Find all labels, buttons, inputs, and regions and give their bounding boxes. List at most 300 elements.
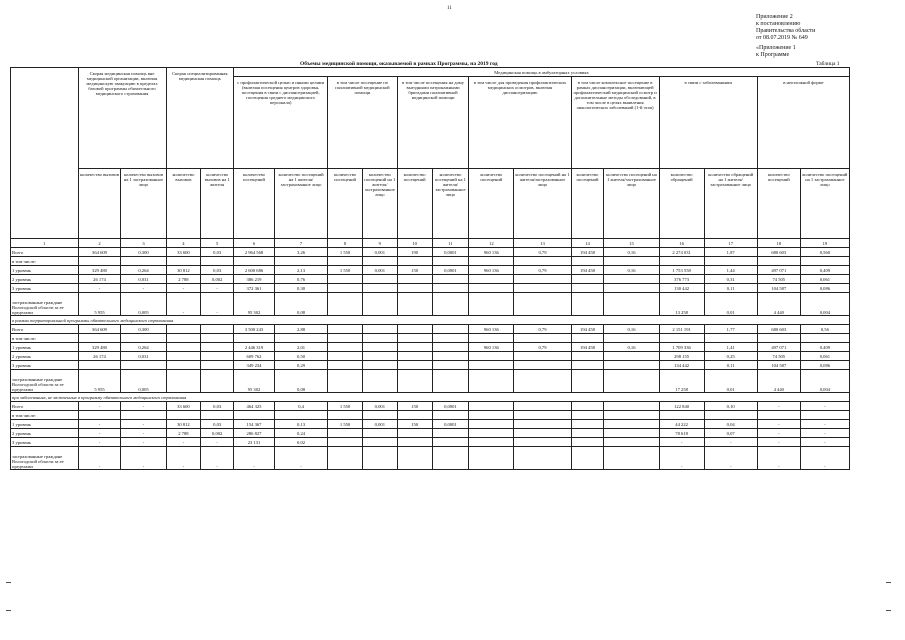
table-cell: 0,002	[201, 275, 234, 284]
table-cell: 78 618	[659, 429, 704, 438]
table-cell	[604, 361, 659, 370]
table-cell	[274, 334, 327, 343]
table-cell: 1 550	[328, 420, 363, 429]
table-row	[11, 325, 850, 334]
table-cell: 4 440	[757, 370, 800, 393]
subheader: количество посещений на 1 застрахованное лицо	[800, 169, 849, 239]
table-cell: -	[121, 402, 166, 411]
table-cell	[328, 370, 363, 393]
table-cell	[571, 420, 604, 429]
header-line: «Приложение 1	[756, 45, 796, 51]
table-cell: 194 458	[571, 248, 604, 257]
table-cell: -	[166, 447, 201, 470]
table-cell: 0,0001	[432, 266, 469, 275]
table-cell: -	[757, 438, 800, 447]
table-row	[11, 248, 850, 257]
header-preventive: с профилактической целью и иными целями (включая посещения центров здоровья, посещения в связи с диспансеризацией, посещения среднего медицинского персонала)	[234, 77, 328, 169]
subheader: количество посещений на 1 жителя/застрахованное лицо	[604, 169, 659, 239]
table-cell: -	[121, 420, 166, 429]
column-number: 12	[469, 239, 514, 248]
table-cell: 3,26	[274, 248, 327, 257]
column-number: 15	[604, 239, 659, 248]
table-cell	[571, 361, 604, 370]
table-cell	[469, 275, 514, 284]
table-cell	[432, 284, 469, 293]
table-cell: 497 071	[757, 266, 800, 275]
table-cell	[121, 361, 166, 370]
table-cell: -	[121, 284, 166, 293]
table-cell	[166, 370, 201, 393]
table-cell: -	[201, 447, 234, 470]
table-cell: 2 788	[166, 275, 201, 284]
table-cell	[166, 361, 201, 370]
table-cell	[469, 334, 514, 343]
subheader: количество посещений	[571, 169, 604, 239]
table-cell	[571, 284, 604, 293]
table-cell	[432, 429, 469, 438]
table-cell	[469, 420, 514, 429]
table-cell: 194 458	[571, 343, 604, 352]
table-cell: -	[78, 284, 121, 293]
table-cell: -	[659, 438, 704, 447]
table-cell	[328, 438, 363, 447]
table-cell	[800, 411, 849, 420]
header-outpatient: Медицинская помощь в амбулаторных условиях	[234, 68, 850, 77]
table-row	[11, 352, 850, 361]
table-cell	[432, 343, 469, 352]
header-palliative: в том числе посещение по паллиативной медицинской помощи	[328, 77, 398, 169]
table-cell	[362, 352, 397, 361]
table-cell	[514, 429, 571, 438]
column-number: 13	[514, 239, 571, 248]
subheader: количество посещений на 1 жителя/застрахованное лицо	[362, 169, 397, 239]
table-cell	[397, 429, 432, 438]
table-cell	[362, 438, 397, 447]
table-row	[11, 266, 850, 275]
table-cell: 0,76	[274, 275, 327, 284]
table-cell: 74 505	[757, 352, 800, 361]
table-cell: 1 753 558	[659, 266, 704, 275]
table-cell: 26 174	[78, 352, 121, 361]
table-cell	[362, 325, 397, 334]
table-cell: 26 174	[78, 275, 121, 284]
table-cell	[78, 411, 121, 420]
header-urgent: в неотложной форме	[757, 77, 849, 169]
page-number: 11	[447, 6, 452, 11]
table-cell: 1,44	[704, 266, 757, 275]
subheader: количество посещений	[469, 169, 514, 239]
table-cell	[432, 325, 469, 334]
table-cell: 0,004	[800, 293, 849, 316]
table-cell: -	[201, 284, 234, 293]
table-cell: 0,001	[362, 420, 397, 429]
table-cell: 376 773	[659, 275, 704, 284]
table-cell: 0,16	[604, 343, 659, 352]
table-cell: -	[78, 438, 121, 447]
subheader: количество посещений на 1 жителя/застрахованное лицо	[432, 169, 469, 239]
table-cell	[274, 411, 327, 420]
column-number: 17	[704, 239, 757, 248]
table-cell: 0,409	[800, 266, 849, 275]
table-cell: 1 550	[328, 402, 363, 411]
table-cell: 609 762	[234, 352, 275, 361]
table-cell	[800, 334, 849, 343]
table-cell	[432, 411, 469, 420]
table-cell: 0,79	[514, 343, 571, 352]
row-label: в том числе:	[11, 411, 79, 420]
table-cell: 2 788	[166, 429, 201, 438]
table-cell	[397, 334, 432, 343]
table-cell: 0,300	[121, 325, 166, 334]
table-cell	[469, 257, 514, 266]
subheader: количество посещений на 1 жителя/застрахованное лицо	[274, 169, 327, 239]
table-cell	[397, 352, 432, 361]
table-cell: 30 812	[166, 420, 201, 429]
table-cell: -	[78, 402, 121, 411]
table-cell	[571, 334, 604, 343]
table-cell: 386 219	[234, 275, 275, 284]
table-cell	[397, 411, 432, 420]
table-cell: 95 302	[234, 370, 275, 393]
subheader: количество посещений	[397, 169, 432, 239]
table-cell	[166, 257, 201, 266]
table-cell: 0,031	[121, 352, 166, 361]
table-cell: 0,56	[800, 325, 849, 334]
table-cell: 0,10	[704, 402, 757, 411]
table-cell	[469, 429, 514, 438]
table-cell	[514, 293, 571, 316]
header-home-visits: в том числе посещения на дому выездными патронажными бригадами паллиативной медицинской помощи	[397, 77, 469, 169]
table-cell	[121, 257, 166, 266]
table-cell	[234, 334, 275, 343]
table-cell: -	[757, 447, 800, 470]
table-cell: 1 550	[328, 266, 363, 275]
table-cell	[604, 429, 659, 438]
column-number: 3	[121, 239, 166, 248]
table-cell: 0,50	[274, 352, 327, 361]
table-cell: 2,01	[274, 343, 327, 352]
table-cell: 0,03	[201, 266, 234, 275]
table-cell: 0,264	[121, 266, 166, 275]
table-cell: -	[757, 429, 800, 438]
table-cell	[201, 361, 234, 370]
table-cell: -	[78, 429, 121, 438]
row-label: 1 уровень	[11, 420, 79, 429]
table-cell: 0,30	[274, 284, 327, 293]
table-cell	[604, 447, 659, 470]
row-label: в том числе:	[11, 334, 79, 343]
header-prof-exams: в том числе для проведения профилактических медицинских осмотров, включая диспансеризацию	[469, 77, 571, 169]
table-cell	[432, 257, 469, 266]
table-cell	[571, 275, 604, 284]
table-cell: 30 812	[166, 266, 201, 275]
table-cell	[362, 257, 397, 266]
table-cell: 0,002	[201, 429, 234, 438]
table-cell: 286 827	[234, 429, 275, 438]
table-cell	[469, 438, 514, 447]
table-cell: -	[166, 284, 201, 293]
table-cell	[201, 257, 234, 266]
table-cell: 0,004	[800, 370, 849, 393]
table-cell	[704, 334, 757, 343]
table-cell	[604, 284, 659, 293]
header-special-ambulance: Скорая специализированная медицинская помощь	[166, 68, 234, 169]
table-cell	[571, 447, 604, 470]
table-cell	[571, 370, 604, 393]
subheader: количество посещений	[757, 169, 800, 239]
table-cell: 0,04	[704, 420, 757, 429]
table-cell: 0,0001	[432, 248, 469, 257]
row-label: застрахованные граждане Вологодской области за ее пределами	[11, 370, 79, 393]
table-cell	[362, 293, 397, 316]
header-line: от 08.07.2019 № 649	[756, 35, 808, 41]
table-cell: 680 603	[757, 248, 800, 257]
table-cell	[571, 352, 604, 361]
table-cell: 2 964 568	[234, 248, 275, 257]
column-number: 6	[234, 239, 275, 248]
table-cell: 0,11	[704, 361, 757, 370]
table-cell: -	[166, 438, 201, 447]
table-cell	[604, 420, 659, 429]
table-cell	[604, 411, 659, 420]
table-cell: -	[234, 447, 275, 470]
table-cell	[78, 334, 121, 343]
table-cell	[469, 352, 514, 361]
row-label: 1 уровень	[11, 343, 79, 352]
table-cell	[432, 352, 469, 361]
table-cell: 0,061	[800, 275, 849, 284]
table-row	[11, 343, 850, 352]
column-number: 19	[800, 239, 849, 248]
table-cell: 0,0001	[432, 402, 469, 411]
row-label: 3 уровень	[11, 284, 79, 293]
table-cell: 3 500 243	[234, 325, 275, 334]
table-cell	[469, 411, 514, 420]
table-row	[11, 334, 850, 343]
table-cell: 17 258	[659, 370, 704, 393]
table-cell	[328, 275, 363, 284]
table-row	[11, 447, 850, 470]
table-cell	[469, 447, 514, 470]
table-cell: -	[78, 420, 121, 429]
table-cell	[757, 257, 800, 266]
table-cell: 2 600 686	[234, 266, 275, 275]
table-cell	[514, 334, 571, 343]
table-cell	[201, 334, 234, 343]
row-label: Всего	[11, 402, 79, 411]
table-row	[11, 275, 850, 284]
table-cell	[201, 352, 234, 361]
table-cell: 0,409	[800, 343, 849, 352]
table-cell	[514, 402, 571, 411]
table-cell: -	[800, 447, 849, 470]
crop-mark	[6, 610, 11, 611]
table-cell: 104 587	[757, 284, 800, 293]
table-cell	[397, 343, 432, 352]
table-cell	[757, 334, 800, 343]
table-cell	[328, 343, 363, 352]
section-title: при заболеваниях, не включенных в программу обязательного медицинского страхования	[11, 393, 850, 402]
row-label: застрахованные граждане Вологодской области за ее пределами	[11, 293, 79, 316]
table-cell	[571, 257, 604, 266]
table-cell: 0,16	[604, 325, 659, 334]
table-row	[11, 402, 850, 411]
table-cell: -	[800, 429, 849, 438]
table-cell: 329 480	[78, 266, 121, 275]
table-cell	[514, 284, 571, 293]
table-cell	[571, 438, 604, 447]
table-cell: 0,086	[800, 284, 849, 293]
table-cell	[604, 334, 659, 343]
table-cell	[514, 361, 571, 370]
table-cell	[604, 257, 659, 266]
table-cell: -	[704, 447, 757, 470]
table-cell: 5 955	[78, 370, 121, 393]
table-cell	[604, 352, 659, 361]
table-row	[11, 411, 850, 420]
table-cell	[571, 429, 604, 438]
table-cell	[397, 325, 432, 334]
row-label: в том числе:	[11, 257, 79, 266]
table-cell: 154 367	[234, 420, 275, 429]
column-number: 9	[362, 239, 397, 248]
table-cell	[397, 284, 432, 293]
table-cell	[166, 325, 201, 334]
column-number: 8	[328, 239, 363, 248]
table-cell	[166, 343, 201, 352]
table-cell: -	[800, 420, 849, 429]
subheader: количество обращений на 1 жителя/застрахованное лицо	[704, 169, 757, 239]
table-cell: 0,16	[604, 248, 659, 257]
table-cell: 0,001	[362, 248, 397, 257]
table-cell: 329 480	[78, 343, 121, 352]
table-cell: -	[800, 438, 849, 447]
table-cell: 0,005	[121, 293, 166, 316]
table-cell: 0,0001	[432, 420, 469, 429]
table-cell	[166, 411, 201, 420]
table-cell: -	[274, 447, 327, 470]
table-cell: 0,16	[604, 266, 659, 275]
table-cell: 104 587	[757, 361, 800, 370]
table-cell	[432, 334, 469, 343]
subheader: количество посещений	[234, 169, 275, 239]
table-cell: 364 609	[78, 248, 121, 257]
table-cell	[397, 361, 432, 370]
table-cell	[571, 293, 604, 316]
table-cell	[328, 429, 363, 438]
table-cell: 680 603	[757, 325, 800, 334]
crop-mark	[886, 610, 891, 611]
table-cell: 2 151 191	[659, 325, 704, 334]
table-cell	[328, 411, 363, 420]
table-cell	[328, 352, 363, 361]
table-cell	[659, 257, 704, 266]
table-cell	[362, 275, 397, 284]
table-cell	[432, 447, 469, 470]
table-cell: 960 136	[469, 325, 514, 334]
table-cell: 194 458	[571, 325, 604, 334]
table-cell: 23 131	[234, 438, 275, 447]
table-cell: 1,41	[704, 343, 757, 352]
table-cell: -	[757, 420, 800, 429]
table-cell: 134 442	[659, 361, 704, 370]
table-cell: 2,88	[274, 325, 327, 334]
row-label: Всего	[11, 325, 79, 334]
table-cell	[201, 370, 234, 393]
table-cell: 0,001	[362, 402, 397, 411]
table-cell	[201, 343, 234, 352]
table-cell	[397, 447, 432, 470]
row-label: 1 уровень	[11, 266, 79, 275]
crop-mark	[886, 582, 891, 583]
table-cell	[604, 370, 659, 393]
table-cell	[604, 275, 659, 284]
table-cell	[659, 411, 704, 420]
column-number: 1	[11, 239, 79, 248]
table-cell	[121, 411, 166, 420]
table-cell: 1 550	[328, 248, 363, 257]
table-cell	[166, 334, 201, 343]
table-cell	[432, 370, 469, 393]
table-cell: 0,02	[274, 438, 327, 447]
table-cell	[362, 334, 397, 343]
table-cell	[432, 275, 469, 284]
column-number: 18	[757, 239, 800, 248]
table-cell	[78, 257, 121, 266]
table-cell: 2 274 031	[659, 248, 704, 257]
table-cell: 1,77	[704, 325, 757, 334]
table-cell	[397, 370, 432, 393]
table-cell: -	[704, 438, 757, 447]
table-cell	[432, 361, 469, 370]
table-cell: 0,79	[514, 266, 571, 275]
column-number: 4	[166, 239, 201, 248]
table-cell	[274, 257, 327, 266]
table-cell: -	[800, 402, 849, 411]
subheader: количество вызовов	[78, 169, 121, 239]
table-cell: -	[166, 293, 201, 316]
table-cell: 0,08	[274, 293, 327, 316]
table-cell: 150	[397, 402, 432, 411]
table-cell: 74 505	[757, 275, 800, 284]
table-cell: 0,03	[201, 248, 234, 257]
header-line: Правительства области	[756, 28, 816, 34]
table-cell: 0,13	[274, 420, 327, 429]
table-cell: 130 442	[659, 284, 704, 293]
header-line: к постановлению	[756, 21, 801, 27]
table-cell: 2 446 319	[234, 343, 275, 352]
header-complex-visit: в том числе комплексное посещение в рамках диспансеризации, включающей профилактический медицинский осмотр и дополнительные методы обследований, в том числе в целях выявления онкологических заболеваний (1-й этап)	[571, 77, 659, 169]
table-cell	[328, 284, 363, 293]
row-label: 2 уровень	[11, 429, 79, 438]
table-cell: -	[757, 402, 800, 411]
table-cell	[514, 370, 571, 393]
table-cell	[166, 352, 201, 361]
table-cell	[757, 411, 800, 420]
table-cell	[514, 275, 571, 284]
table-cell: -	[121, 447, 166, 470]
table-cell	[469, 370, 514, 393]
column-number: 7	[274, 239, 327, 248]
table-row	[11, 257, 850, 266]
table-cell: -	[659, 447, 704, 470]
table-cell	[362, 447, 397, 470]
table-cell	[328, 361, 363, 370]
table-cell: 0,08	[274, 370, 327, 393]
table-cell: -	[121, 429, 166, 438]
table-cell: 150	[397, 266, 432, 275]
table-cell: 0,01	[704, 370, 757, 393]
